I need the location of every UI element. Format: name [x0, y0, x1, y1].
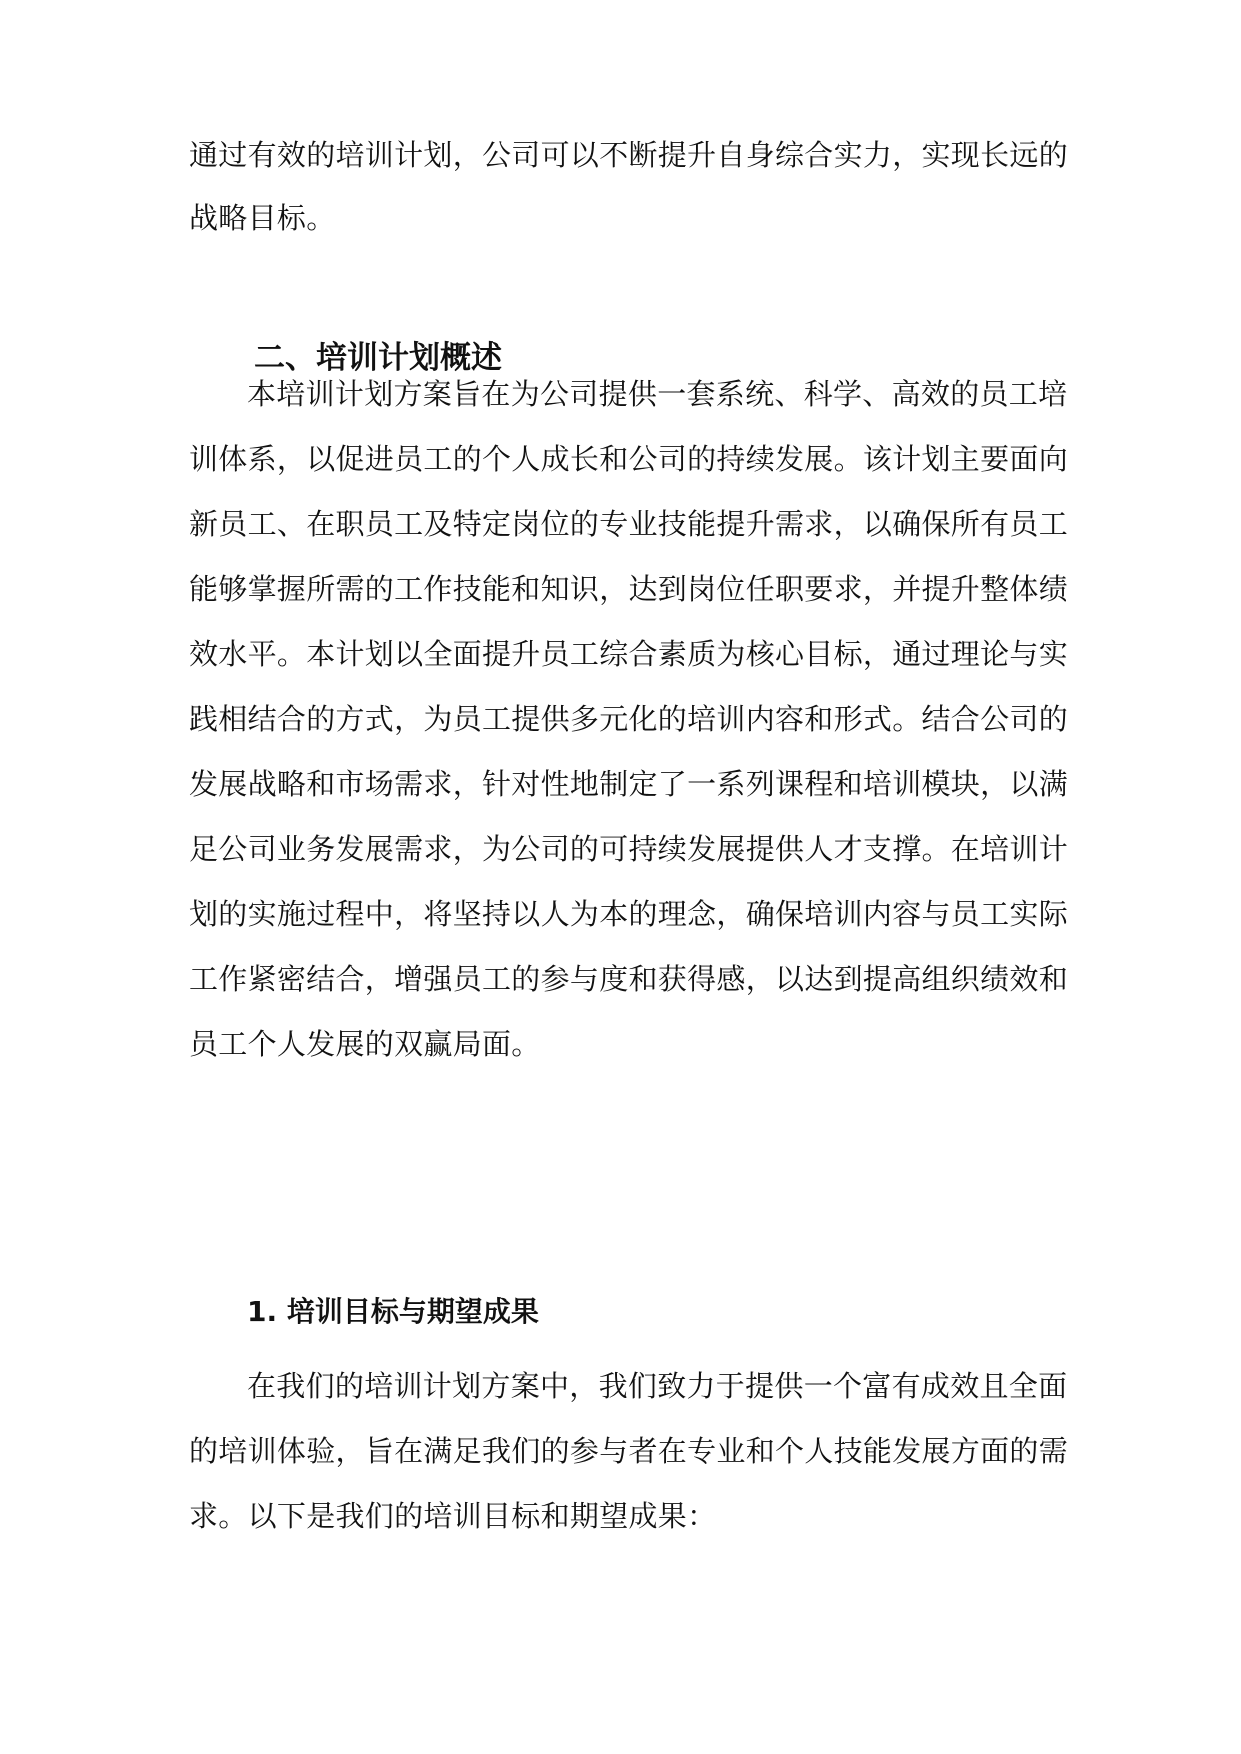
intro-line: 通过有效的培训计划，公司可以不断提升自身综合实力，实现长远的: [189, 138, 1069, 172]
section-heading: 二、培训计划概述: [254, 340, 502, 376]
section-line: 发展战略和市场需求，针对性地制定了一系列课程和培训模块，以满: [189, 767, 1069, 801]
section-line: 本培训计划方案旨在为公司提供一套系统、科学、高效的员工培: [247, 377, 1068, 411]
subsection-line: 的培训体验，旨在满足我们的参与者在专业和个人技能发展方面的需: [189, 1434, 1069, 1468]
subsection-line: 在我们的培训计划方案中，我们致力于提供一个富有成效且全面: [247, 1369, 1068, 1403]
section-line: 训体系，以促进员工的个人成长和公司的持续发展。该计划主要面向: [189, 442, 1069, 476]
subsection-heading: 1. 培训目标与期望成果: [247, 1295, 539, 1328]
section-line: 践相结合的方式，为员工提供多元化的培训内容和形式。结合公司的: [189, 702, 1069, 736]
intro-line: 战略目标。: [189, 201, 336, 235]
section-line: 足公司业务发展需求，为公司的可持续发展提供人才支撑。在培训计: [189, 832, 1069, 866]
section-line: 效水平。本计划以全面提升员工综合素质为核心目标，通过理论与实: [189, 637, 1069, 671]
section-line: 工作紧密结合，增强员工的参与度和获得感，以达到提高组织绩效和: [189, 962, 1069, 996]
section-line: 员工个人发展的双赢局面。: [189, 1027, 541, 1061]
section-line: 划的实施过程中，将坚持以人为本的理念，确保培训内容与员工实际: [189, 897, 1069, 931]
subsection-line: 求。以下是我们的培训目标和期望成果：: [189, 1499, 717, 1533]
section-line: 能够掌握所需的工作技能和知识，达到岗位任职要求，并提升整体绩: [189, 572, 1069, 606]
section-line: 新员工、在职员工及特定岗位的专业技能提升需求，以确保所有员工: [189, 507, 1069, 541]
